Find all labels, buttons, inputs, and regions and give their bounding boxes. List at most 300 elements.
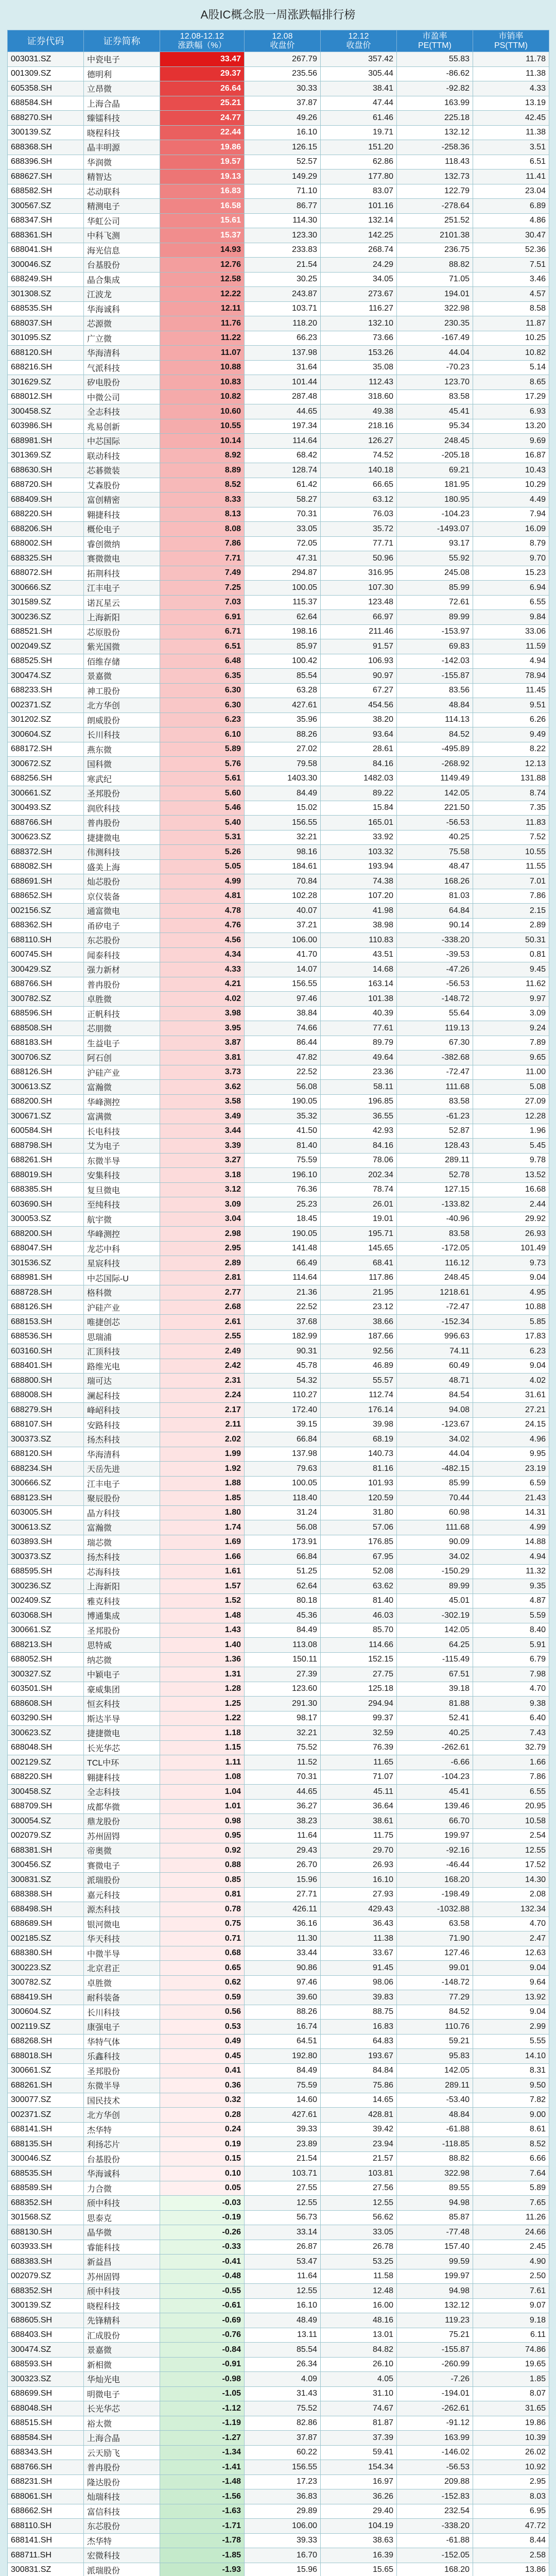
cell-pct: 3.58 bbox=[160, 1094, 245, 1109]
cell-pct: 0.36 bbox=[160, 2078, 245, 2093]
cell-pct: 4.56 bbox=[160, 933, 245, 948]
cell-ps: 4.87 bbox=[473, 1594, 549, 1608]
cell-code: 001309.SZ bbox=[8, 66, 84, 81]
cell-pct: -1.27 bbox=[160, 2431, 245, 2446]
table-row bbox=[8, 566, 549, 581]
cell-close2: 47.44 bbox=[321, 96, 397, 111]
cell-pct: -1.41 bbox=[160, 2460, 245, 2475]
cell-close1: 141.48 bbox=[245, 1241, 321, 1256]
cell-code: 002409.SZ bbox=[8, 1594, 84, 1608]
cell-name: 中微公司 bbox=[84, 389, 160, 404]
cell-pe: 85.99 bbox=[397, 1476, 473, 1491]
cell-close1: 88.26 bbox=[245, 727, 321, 742]
cell-code: 688981.SH bbox=[8, 434, 84, 449]
table-row bbox=[8, 1858, 549, 1873]
cell-code: 688798.SH bbox=[8, 1139, 84, 1154]
cell-code: 300474.SZ bbox=[8, 669, 84, 684]
cell-ps: 31.61 bbox=[473, 1388, 549, 1403]
cell-ps: 10.88 bbox=[473, 1300, 549, 1315]
cell-code: 603933.SH bbox=[8, 2240, 84, 2255]
cell-close2: 26.78 bbox=[321, 2240, 397, 2255]
cell-pe: 232.54 bbox=[397, 2504, 473, 2519]
cell-close2: 14.68 bbox=[321, 962, 397, 977]
header-close-1212: 12.12 收盘价 bbox=[321, 30, 397, 52]
cell-pe: 81.03 bbox=[397, 889, 473, 904]
cell-pe: 59.21 bbox=[397, 2034, 473, 2049]
cell-ps: 4.33 bbox=[473, 81, 549, 96]
table-row bbox=[8, 66, 549, 81]
cell-code: 688508.SH bbox=[8, 1021, 84, 1036]
cell-pe: 157.40 bbox=[397, 2240, 473, 2255]
cell-pct: -1.78 bbox=[160, 2533, 245, 2548]
cell-name: 唯捷创芯 bbox=[84, 1315, 160, 1330]
cell-code: 300327.SZ bbox=[8, 1667, 84, 1682]
cell-code: 688498.SH bbox=[8, 1902, 84, 1917]
cell-name: 颀中科技 bbox=[84, 2196, 160, 2211]
cell-ps: 9.78 bbox=[473, 1153, 549, 1168]
cell-name: 源杰科技 bbox=[84, 1902, 160, 1917]
cell-close1: 82.86 bbox=[245, 2416, 321, 2431]
cell-close1: 16.10 bbox=[245, 125, 321, 140]
cell-close1: 15.02 bbox=[245, 801, 321, 816]
cell-code: 688536.SH bbox=[8, 1329, 84, 1344]
cell-name: 华灿光电 bbox=[84, 2372, 160, 2387]
cell-name: 矽电股份 bbox=[84, 375, 160, 390]
cell-pe: 199.97 bbox=[397, 2269, 473, 2284]
cell-close2: 132.14 bbox=[321, 213, 397, 228]
table-row bbox=[8, 140, 549, 155]
cell-pe: 67.30 bbox=[397, 1036, 473, 1050]
cell-ps: 8.74 bbox=[473, 786, 549, 801]
cell-close2: 66.65 bbox=[321, 478, 397, 493]
cell-close1: 128.74 bbox=[245, 463, 321, 478]
cell-close2: 68.19 bbox=[321, 1432, 397, 1447]
table-row bbox=[8, 786, 549, 801]
cell-pct: 1.74 bbox=[160, 1520, 245, 1535]
cell-pe: 71.05 bbox=[397, 272, 473, 287]
cell-close2: 74.67 bbox=[321, 2401, 397, 2416]
table-row bbox=[8, 1050, 549, 1065]
cell-close2: 193.67 bbox=[321, 2049, 397, 2064]
cell-close2: 163.14 bbox=[321, 977, 397, 992]
cell-pe: 39.18 bbox=[397, 1682, 473, 1697]
cell-pe: 83.58 bbox=[397, 1227, 473, 1242]
cell-pct: 6.48 bbox=[160, 654, 245, 669]
table-row bbox=[8, 2034, 549, 2049]
table-row bbox=[8, 1843, 549, 1858]
cell-ps: 4.94 bbox=[473, 1550, 549, 1565]
cell-ps: 11.83 bbox=[473, 816, 549, 831]
cell-pe: -262.61 bbox=[397, 2401, 473, 2416]
cell-code: 002129.SZ bbox=[8, 1755, 84, 1770]
cell-code: 688401.SH bbox=[8, 1359, 84, 1374]
cell-ps: 11.78 bbox=[473, 52, 549, 67]
cell-pct: 0.24 bbox=[160, 2122, 245, 2137]
cell-ps: 16.87 bbox=[473, 448, 549, 463]
cell-pe: 90.09 bbox=[397, 1535, 473, 1550]
cell-name: 佰维存储 bbox=[84, 654, 160, 669]
table-row bbox=[8, 2460, 549, 2475]
cell-pct: 0.71 bbox=[160, 1931, 245, 1946]
cell-pct: 1.25 bbox=[160, 1697, 245, 1711]
cell-name: 中芯国际-U bbox=[84, 1270, 160, 1285]
cell-pct: 0.62 bbox=[160, 1975, 245, 1990]
cell-ps: 6.40 bbox=[473, 1711, 549, 1726]
cell-pct: 5.46 bbox=[160, 801, 245, 816]
cell-code: 688383.SH bbox=[8, 2255, 84, 2269]
cell-close2: 26.10 bbox=[321, 2357, 397, 2372]
cell-name: 盛美上海 bbox=[84, 859, 160, 874]
cell-code: 688270.SH bbox=[8, 111, 84, 126]
cell-name: 中瓷电子 bbox=[84, 52, 160, 67]
table-row bbox=[8, 1432, 549, 1447]
table-row bbox=[8, 2489, 549, 2504]
cell-pe: -39.53 bbox=[397, 947, 473, 962]
cell-close2: 77.61 bbox=[321, 1021, 397, 1036]
cell-name: 捷捷微电 bbox=[84, 1726, 160, 1741]
cell-close2: 21.95 bbox=[321, 1285, 397, 1300]
cell-close1: 291.30 bbox=[245, 1697, 321, 1711]
cell-name: 台基股份 bbox=[84, 258, 160, 273]
cell-code: 605358.SH bbox=[8, 81, 84, 96]
cell-pe: 72.61 bbox=[397, 595, 473, 610]
cell-pct: 0.49 bbox=[160, 2034, 245, 2049]
cell-code: 688220.SH bbox=[8, 507, 84, 522]
table-row bbox=[8, 2196, 549, 2211]
cell-pe: 45.41 bbox=[397, 404, 473, 419]
cell-close2: 112.74 bbox=[321, 1388, 397, 1403]
cell-ps: 12.13 bbox=[473, 757, 549, 772]
cell-name: 扬杰科技 bbox=[84, 1550, 160, 1565]
cell-pe: 81.88 bbox=[397, 1697, 473, 1711]
table-row bbox=[8, 1667, 549, 1682]
cell-pct: 0.85 bbox=[160, 1873, 245, 1888]
cell-code: 688766.SH bbox=[8, 977, 84, 992]
cell-close1: 15.96 bbox=[245, 1873, 321, 1888]
cell-close2: 13.01 bbox=[321, 2328, 397, 2343]
cell-pe: -1493.07 bbox=[397, 522, 473, 537]
cell-name: 晓程科技 bbox=[84, 125, 160, 140]
table-row bbox=[8, 1182, 549, 1197]
cell-pe: 94.98 bbox=[397, 2284, 473, 2299]
cell-pct: 19.57 bbox=[160, 155, 245, 170]
cell-name: 华特气体 bbox=[84, 2034, 160, 2049]
cell-pct: 2.31 bbox=[160, 1374, 245, 1388]
cell-code: 301308.SZ bbox=[8, 287, 84, 302]
cell-close2: 19.71 bbox=[321, 125, 397, 140]
cell-code: 300493.SZ bbox=[8, 801, 84, 816]
cell-name: 正帆科技 bbox=[84, 1006, 160, 1021]
cell-close1: 12.55 bbox=[245, 2284, 321, 2299]
cell-close1: 98.16 bbox=[245, 845, 321, 860]
cell-ps: 21.43 bbox=[473, 1491, 549, 1506]
table-row bbox=[8, 801, 549, 816]
cell-close1: 86.44 bbox=[245, 1036, 321, 1050]
cell-ps: 29.92 bbox=[473, 1212, 549, 1227]
cell-ps: 26.02 bbox=[473, 2445, 549, 2460]
cell-close1: 75.59 bbox=[245, 2078, 321, 2093]
cell-ps: 131.88 bbox=[473, 771, 549, 786]
table-row bbox=[8, 874, 549, 889]
cell-pe: 48.71 bbox=[397, 1374, 473, 1388]
cell-pct: -0.19 bbox=[160, 2210, 245, 2225]
cell-pct: 1.61 bbox=[160, 1564, 245, 1579]
cell-pe: -46.44 bbox=[397, 1858, 473, 1873]
cell-close2: 16.83 bbox=[321, 2020, 397, 2035]
cell-close1: 30.33 bbox=[245, 81, 321, 96]
table-row bbox=[8, 1344, 549, 1359]
cell-pct: -1.56 bbox=[160, 2489, 245, 2504]
cell-pct: 5.61 bbox=[160, 771, 245, 786]
cell-name: 圣邦股份 bbox=[84, 2063, 160, 2078]
table-row bbox=[8, 2005, 549, 2020]
cell-close2: 11.75 bbox=[321, 1828, 397, 1843]
cell-close1: 39.15 bbox=[245, 1417, 321, 1432]
cell-ps: 2.44 bbox=[473, 1197, 549, 1212]
cell-code: 300474.SZ bbox=[8, 2343, 84, 2358]
cell-ps: 4.70 bbox=[473, 1917, 549, 1931]
cell-code: 300054.SZ bbox=[8, 1814, 84, 1829]
cell-name: 神工股份 bbox=[84, 683, 160, 698]
cell-pe: 44.04 bbox=[397, 1447, 473, 1462]
cell-pe: -260.99 bbox=[397, 2357, 473, 2372]
table-row bbox=[8, 771, 549, 786]
table-row bbox=[8, 816, 549, 831]
cell-name: 华峰测控 bbox=[84, 1227, 160, 1242]
cell-ps: 7.98 bbox=[473, 1667, 549, 1682]
cell-close1: 58.27 bbox=[245, 493, 321, 507]
cell-pct: 1.15 bbox=[160, 1740, 245, 1755]
cell-close2: 67.27 bbox=[321, 683, 397, 698]
cell-pe: -92.16 bbox=[397, 1843, 473, 1858]
cell-pe: -56.53 bbox=[397, 977, 473, 992]
cell-close2: 27.75 bbox=[321, 1667, 397, 1682]
table-row bbox=[8, 1550, 549, 1565]
table-row bbox=[8, 125, 549, 140]
cell-code: 688233.SH bbox=[8, 683, 84, 698]
cell-pe: -155.87 bbox=[397, 2343, 473, 2358]
cell-code: 688041.SH bbox=[8, 243, 84, 258]
cell-pe: 67.51 bbox=[397, 1667, 473, 1682]
cell-close2: 83.07 bbox=[321, 184, 397, 199]
cell-code: 688728.SH bbox=[8, 1285, 84, 1300]
cell-close1: 22.52 bbox=[245, 1065, 321, 1080]
cell-close2: 107.20 bbox=[321, 889, 397, 904]
cell-code: 688279.SH bbox=[8, 1403, 84, 1418]
cell-close2: 112.43 bbox=[321, 375, 397, 390]
cell-code: 300666.SZ bbox=[8, 581, 84, 596]
table-row bbox=[8, 389, 549, 404]
cell-close1: 75.52 bbox=[245, 2401, 321, 2416]
cell-code: 603690.SH bbox=[8, 1197, 84, 1212]
cell-close2: 21.57 bbox=[321, 2151, 397, 2166]
table-row bbox=[8, 2166, 549, 2181]
cell-code: 300613.SZ bbox=[8, 1520, 84, 1535]
cell-pct: 25.21 bbox=[160, 96, 245, 111]
cell-pe: 119.13 bbox=[397, 1021, 473, 1036]
cell-code: 301536.SZ bbox=[8, 1256, 84, 1271]
cell-name: 长川科技 bbox=[84, 727, 160, 742]
cell-ps: 9.00 bbox=[473, 2108, 549, 2123]
cell-name: 东微半导 bbox=[84, 1153, 160, 1168]
cell-code: 300046.SZ bbox=[8, 258, 84, 273]
table-row bbox=[8, 2357, 549, 2372]
table-row bbox=[8, 624, 549, 639]
cell-pe: 74.11 bbox=[397, 1344, 473, 1359]
cell-close2: 36.55 bbox=[321, 1109, 397, 1124]
cell-name: 诺瓦星云 bbox=[84, 595, 160, 610]
cell-pe: 88.82 bbox=[397, 258, 473, 273]
cell-close2: 55.57 bbox=[321, 1374, 397, 1388]
cell-close1: 45.78 bbox=[245, 1359, 321, 1374]
cell-close2: 93.64 bbox=[321, 727, 397, 742]
cell-name: 芯海科技 bbox=[84, 1564, 160, 1579]
cell-close1: 38.23 bbox=[245, 1814, 321, 1829]
header-code: 证券代码 bbox=[8, 30, 84, 52]
cell-pct: 3.18 bbox=[160, 1168, 245, 1183]
cell-name: 汇顶科技 bbox=[84, 1344, 160, 1359]
cell-name: 江丰电子 bbox=[84, 1476, 160, 1491]
cell-ps: 9.07 bbox=[473, 2298, 549, 2313]
cell-pct: 14.93 bbox=[160, 243, 245, 258]
cell-pe: 77.29 bbox=[397, 1990, 473, 2005]
cell-ps: 2.50 bbox=[473, 2269, 549, 2284]
cell-close1: 27.39 bbox=[245, 1667, 321, 1682]
cell-name: 中颖电子 bbox=[84, 1667, 160, 1682]
table-row bbox=[8, 1256, 549, 1271]
table-row bbox=[8, 713, 549, 727]
cell-pct: -0.41 bbox=[160, 2255, 245, 2269]
cell-code: 300604.SZ bbox=[8, 2005, 84, 2020]
cell-close2: 49.64 bbox=[321, 1050, 397, 1065]
cell-close2: 73.66 bbox=[321, 331, 397, 346]
cell-code: 688981.SH bbox=[8, 1270, 84, 1285]
cell-close1: 172.40 bbox=[245, 1403, 321, 1418]
cell-ps: 6.51 bbox=[473, 155, 549, 170]
cell-name: 华天科技 bbox=[84, 1931, 160, 1946]
cell-close1: 22.52 bbox=[245, 1300, 321, 1315]
cell-close2: 1482.03 bbox=[321, 771, 397, 786]
cell-close2: 187.66 bbox=[321, 1329, 397, 1344]
cell-name: 北方华创 bbox=[84, 698, 160, 713]
cell-code: 688409.SH bbox=[8, 493, 84, 507]
cell-pe: 322.98 bbox=[397, 2166, 473, 2181]
cell-pct: -0.26 bbox=[160, 2225, 245, 2240]
cell-name: 安路科技 bbox=[84, 1417, 160, 1432]
cell-close2: 63.12 bbox=[321, 493, 397, 507]
cell-name: 润欣科技 bbox=[84, 801, 160, 816]
cell-code: 688019.SH bbox=[8, 1168, 84, 1183]
cell-pct: -0.98 bbox=[160, 2372, 245, 2387]
cell-close2: 52.08 bbox=[321, 1564, 397, 1579]
cell-pe: -258.36 bbox=[397, 140, 473, 155]
cell-pe: -104.23 bbox=[397, 1770, 473, 1785]
cell-ps: 2.99 bbox=[473, 2020, 549, 2035]
cell-close2: 107.30 bbox=[321, 581, 397, 596]
cell-ps: 9.04 bbox=[473, 1961, 549, 1976]
cell-name: 芯碁微装 bbox=[84, 463, 160, 478]
cell-pe: 64.84 bbox=[397, 904, 473, 919]
cell-ps: 6.66 bbox=[473, 2151, 549, 2166]
cell-pct: 6.23 bbox=[160, 713, 245, 727]
cell-close2: 318.60 bbox=[321, 389, 397, 404]
cell-name: 艾为电子 bbox=[84, 1139, 160, 1154]
cell-pe: 89.55 bbox=[397, 2181, 473, 2196]
cell-pe: 119.23 bbox=[397, 2313, 473, 2328]
cell-close2: 81.16 bbox=[321, 1462, 397, 1477]
cell-pct: -0.61 bbox=[160, 2298, 245, 2313]
cell-pct: 1.52 bbox=[160, 1594, 245, 1608]
cell-close2: 81.40 bbox=[321, 1594, 397, 1608]
cell-code: 300077.SZ bbox=[8, 2093, 84, 2108]
cell-close2: 33.05 bbox=[321, 2225, 397, 2240]
cell-name: 嘉元科技 bbox=[84, 1887, 160, 1902]
cell-pe: 84.52 bbox=[397, 2005, 473, 2020]
cell-name: 安集科技 bbox=[84, 1168, 160, 1183]
table-row bbox=[8, 727, 549, 742]
cell-ps: 17.52 bbox=[473, 1858, 549, 1873]
cell-code: 688361.SH bbox=[8, 228, 84, 243]
table-row bbox=[8, 1902, 549, 1917]
cell-close1: 47.31 bbox=[245, 551, 321, 566]
cell-pct: -1.63 bbox=[160, 2504, 245, 2519]
table-header-row bbox=[8, 30, 549, 52]
cell-ps: 11.45 bbox=[473, 683, 549, 698]
header-ps: 市销率 PS(TTM) bbox=[473, 30, 549, 52]
cell-pe: -155.87 bbox=[397, 669, 473, 684]
cell-code: 688368.SH bbox=[8, 140, 84, 155]
cell-pe: 70.44 bbox=[397, 1491, 473, 1506]
cell-close1: 84.49 bbox=[245, 2063, 321, 2078]
cell-ps: 7.52 bbox=[473, 830, 549, 845]
cell-pct: 10.60 bbox=[160, 404, 245, 419]
cell-pe: 75.21 bbox=[397, 2328, 473, 2343]
cell-code: 688699.SH bbox=[8, 2386, 84, 2401]
cell-pct: 8.13 bbox=[160, 507, 245, 522]
cell-ps: 0.81 bbox=[473, 947, 549, 962]
cell-pct: 1.80 bbox=[160, 1505, 245, 1520]
cell-name: 思特威 bbox=[84, 1638, 160, 1653]
table-row bbox=[8, 1594, 549, 1608]
cell-ps: 31.65 bbox=[473, 2401, 549, 2416]
cell-close2: 37.39 bbox=[321, 2431, 397, 2446]
cell-close2: 24.29 bbox=[321, 258, 397, 273]
header-name: 证券简称 bbox=[84, 30, 160, 52]
cell-pe: -338.20 bbox=[397, 2519, 473, 2534]
table-row bbox=[8, 170, 549, 184]
cell-ps: 8.58 bbox=[473, 301, 549, 316]
cell-close2: 294.94 bbox=[321, 1697, 397, 1711]
cell-ps: 11.55 bbox=[473, 859, 549, 874]
cell-close2: 57.06 bbox=[321, 1520, 397, 1535]
cell-pct: -1.71 bbox=[160, 2519, 245, 2534]
cell-name: 隆达股份 bbox=[84, 2475, 160, 2489]
cell-ps: 6.95 bbox=[473, 2504, 549, 2519]
cell-close2: 132.10 bbox=[321, 316, 397, 331]
cell-ps: 27.21 bbox=[473, 1403, 549, 1418]
cell-name: 概伦电子 bbox=[84, 522, 160, 537]
cell-close2: 103.81 bbox=[321, 2166, 397, 2181]
cell-ps: 8.07 bbox=[473, 2386, 549, 2401]
cell-close2: 62.86 bbox=[321, 155, 397, 170]
cell-close1: 85.54 bbox=[245, 2343, 321, 2358]
cell-ps: 12.63 bbox=[473, 1946, 549, 1961]
table-row bbox=[8, 859, 549, 874]
cell-code: 603501.SH bbox=[8, 1682, 84, 1697]
cell-ps: 47.72 bbox=[473, 2519, 549, 2534]
cell-pe: 322.98 bbox=[397, 301, 473, 316]
cell-pct: 2.98 bbox=[160, 1227, 245, 1242]
